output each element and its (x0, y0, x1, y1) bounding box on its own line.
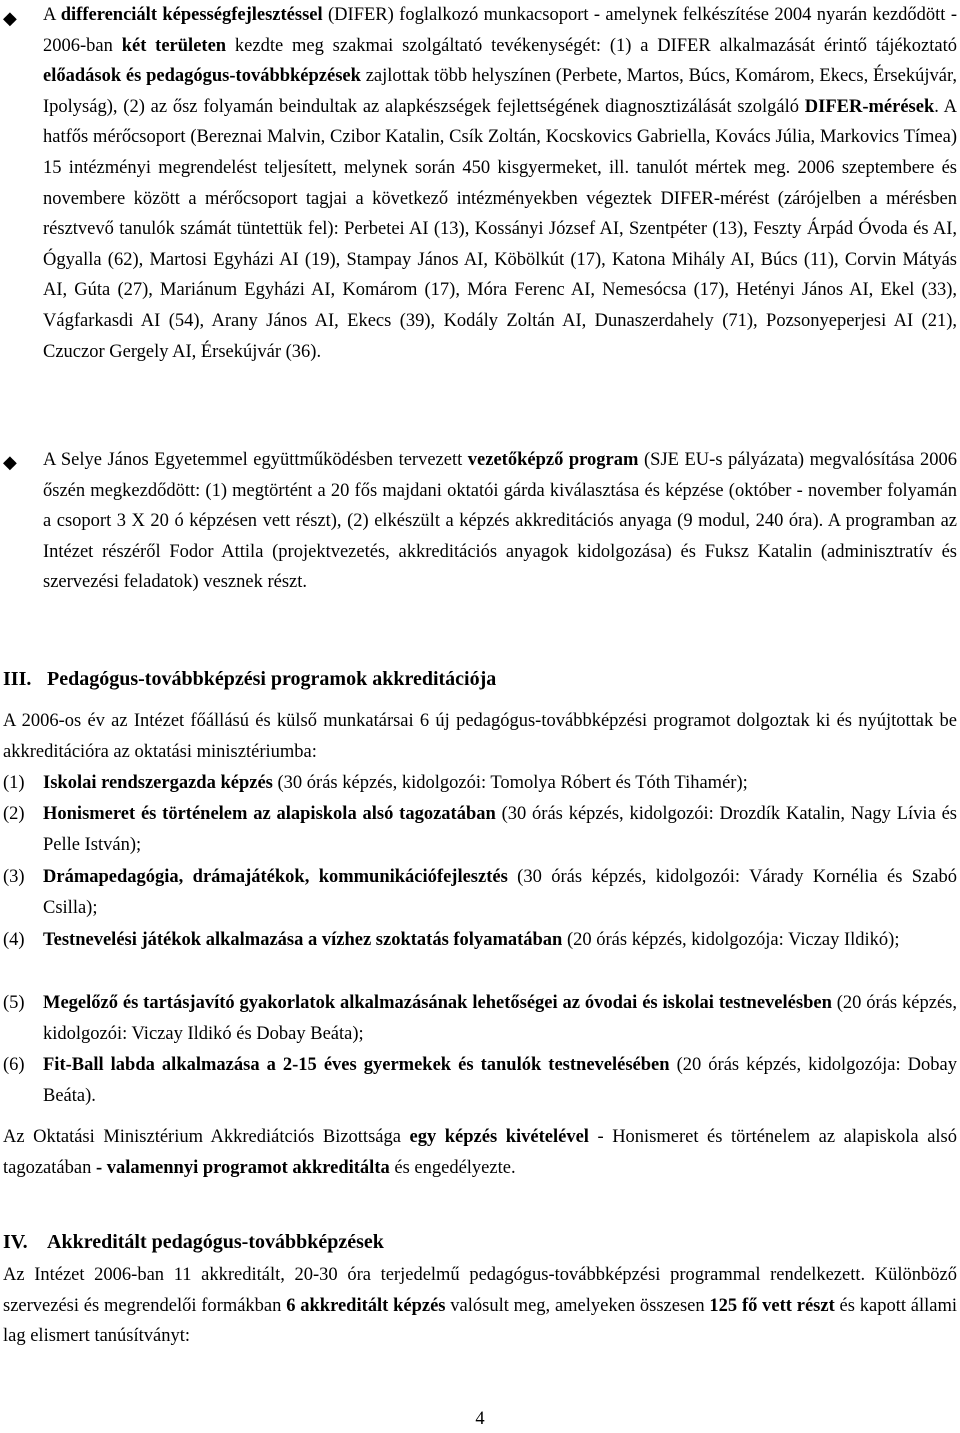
text-run: A (43, 5, 61, 25)
text-run: Az Oktatási Minisztérium Akkrediátciós Bizottsága (3, 1127, 410, 1147)
list-item-title: Fit-Ball labda alkalmazása a 2-15 éves gyermekek és tanulók testnevelésében (43, 1055, 670, 1075)
list-item-number: (2) (3, 804, 25, 824)
section-4-heading (3, 1229, 384, 1255)
list-item-details: (20 órás képzés, kidolgozói: Viczay Ildikó és Dobay Beáta); (43, 993, 957, 1044)
section-number: III. (3, 668, 32, 690)
list-item-title: Iskolai rendszergazda képzés (43, 773, 273, 793)
text-run: valósult meg, amelyeken összesen (445, 1295, 710, 1316)
section-3-heading (3, 666, 496, 692)
text-run: Az Intézet 2006-ban 11 akkreditált, 20-30 óra terjedelmű pedagógus-továbbképzési programmal rendelkezett. Különböző szervezési és megrendelői formákban (3, 1265, 957, 1316)
list-item (3, 862, 957, 923)
list-item-details: (30 órás képzés, kidolgozói: Tomolya Róbert és Tóth Tihamér); (272, 773, 748, 793)
bold-text-run: 125 fő vett részt (709, 1295, 835, 1316)
bold-text-run: - valamennyi programot akkreditálta (95, 1157, 390, 1178)
bold-text-run: előadások és pedagógus-továbbképzések (43, 66, 361, 87)
bold-text-run: differenciált képességfejlesztéssel (60, 5, 323, 25)
list-item-details: (20 órás képzés, kidolgozója: Viczay Ildikó); (562, 930, 900, 950)
list-item (3, 768, 957, 799)
leadership-program-paragraph (43, 445, 957, 598)
list-item-title: Honismeret és történelem az alapiskola alsó tagozatában (43, 804, 496, 824)
list-item-number: (1) (3, 773, 25, 793)
section-3-intro: A 2006-os év az Intézet főállású és külső munkatársai 6 új pedagógus-továbbképzési programot dolgoztak ki és nyújtottak be akkreditációra az oktatási minisztériumba: (3, 711, 957, 762)
bullet-diamond-icon: ◆ (3, 8, 17, 28)
bullet-diamond-icon: ◆ (3, 452, 17, 472)
list-item-title: Megelőző és tartásjavító gyakorlatok alkalmazásának lehetőségei az óvodai és iskolai testnevelésben (43, 993, 832, 1013)
section-number: IV. (3, 1231, 28, 1253)
list-item (3, 799, 957, 860)
list-item-title: Drámapedagógia, drámajátékok, kommunikációfejlesztés (43, 867, 508, 887)
text-run: zajlottak több helyszínen (Perbete, Martos, Búcs, Komárom, Ekecs, Érsekújvár, Ipolyság), (2) az ősz folyamán beindultak az alapkészségek fejlettségének diagnosztizálását szolgáló (43, 66, 957, 117)
list-item-details: (30 órás képzés, kidolgozói: Drozdík Katalin, Nagy Lívia és Pelle István); (43, 804, 957, 855)
text-run: . A hatfős mérőcsoport (Bereznai Malvin, Czibor Katalin, Csík Zoltán, Kocskovics Gabriella, Kovács Júlia, Markovics Tímea) 15 intézményi megrendelést teljesített, melynek során 450 kisgyermeket, ill. tanulót mértek meg. 2006 szeptembere és novembere között a mérőcsoport tagjai a következő intézményekben végeztek DIFER-mérést (zárójelben a mérésben résztvevő tanulók számát tüntettük fel): Perbetei AI (13), Kossányi József AI, Szentpéter (13), Feszty Árpád Óvoda és AI, Ógyalla (62), Martosi Egyházi AI (19), Stampay János AI, Köbölkút (17), Katona Mihály AI, Búcs (11), Corvin Mátyás AI, Gúta (27), Mariánum Egyházi AI, Komárom (17), Móra Ferenc AI, Nemesócsa (17), Hetényi János AI, Ekel (33), Vágfarkasdi AI (54), Arany János AI, Ekecs (39), Kodály Zoltán AI, Dunaszerdahely (71), Pozsonyeperjesi AI (21), Czuczor Gergely AI, Érsekújvár (36). (43, 96, 958, 362)
bold-text-run: vezetőképző program (467, 450, 639, 470)
bold-text-run: egy képzés kivételével (409, 1127, 589, 1147)
text-run: kezdte meg szakmai szolgáltató tevékenységét: (1) a DIFER alkalmazását érintő tájékoztató (226, 35, 958, 56)
text-run: és kapott állami lag elismert tanúsítványt: (3, 1295, 958, 1347)
list-item (3, 988, 957, 1049)
list-item-number: (4) (3, 930, 25, 950)
section-title: Akkreditált pedagógus-továbbképzések (47, 1231, 384, 1253)
section-3-closing (3, 1122, 957, 1183)
bold-text-run: két területen (121, 35, 227, 56)
text-run: - Honismeret és történelem az alapiskola alsó tagozatában (3, 1127, 957, 1178)
list-item (3, 925, 957, 956)
difer-paragraph (43, 0, 957, 367)
text-run: és engedélyezte. (389, 1157, 516, 1178)
section-title: Pedagógus-továbbképzési programok akkreditációja (47, 668, 497, 690)
list-item-number: (5) (3, 993, 25, 1013)
list-item-number: (6) (3, 1055, 25, 1075)
text-run: (SJE EU-s pályázata) megvalósítása 2006 őszén megkezdődött: (1) megtörtént a 20 fős majdani oktatói gárda kiválasztása és képzése (október - november folyamán a csoport 3 X 20 ó képzésen vett részt), (2) elkészült a képzés akkreditációs anyaga (9 modul, 240 óra). A programban az Intézet részéről Fodor Attila (projektvezetés, akkreditációs anyagok kidolgozása) és Fuksz Katalin (adminisztratív és szervezési feladatok) vesznek részt. (43, 450, 957, 593)
text-run: A Selye János Egyetemmel együttműködésben tervezett (43, 450, 468, 470)
section-4-body (3, 1260, 957, 1352)
list-item (3, 1050, 957, 1111)
page-number: 4 (475, 1409, 485, 1429)
text-run: (DIFER) foglalkozó munkacsoport - amelynek felkészítése 2004 nyarán kezdődött - 2006-ban (43, 5, 957, 56)
list-item-number: (3) (3, 867, 25, 887)
bold-text-run: DIFER-mérések (804, 96, 935, 117)
list-item-title: Testnevelési játékok alkalmazása a vízhez szoktatás folyamatában (43, 930, 563, 950)
list-item-details: (20 órás képzés, kidolgozója: Dobay Beáta). (43, 1055, 957, 1106)
list-item-details: (30 órás képzés, kidolgozói: Várady Kornélia és Szabó Csilla); (43, 867, 957, 918)
bold-text-run: 6 akkreditált képzés (286, 1295, 446, 1316)
